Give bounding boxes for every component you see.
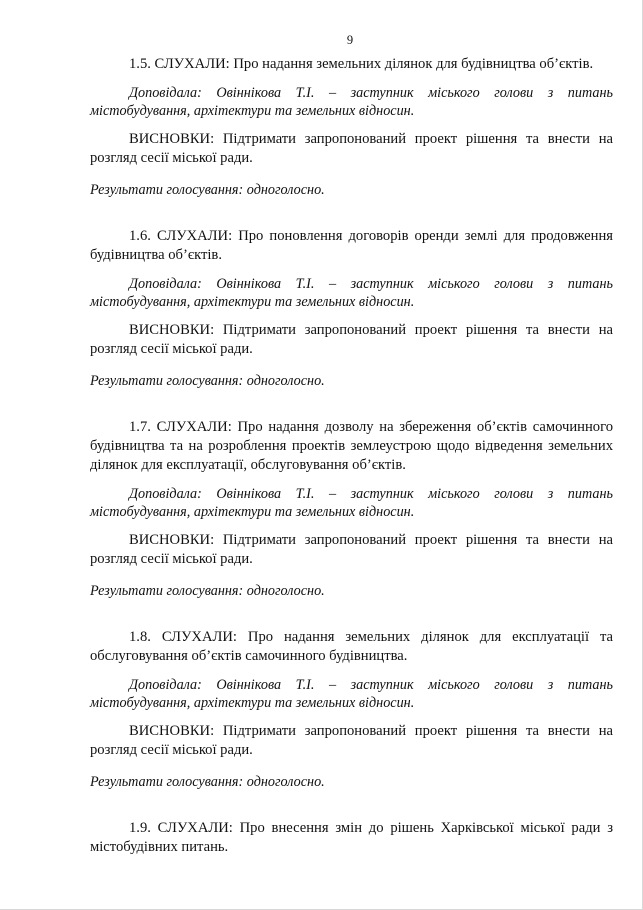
agenda-item-1-9: [90, 819, 613, 857]
heard-text: 1.9. СЛУХАЛИ: Про внесення змін до рішень Харківської міської ради з містобудівних питань.: [90, 820, 613, 855]
conclusion-text: ВИСНОВКИ: Підтримати запропонований проект рішення та внести на розгляд сесії міської ради.: [90, 131, 613, 166]
voting-result: Результати голосування: одноголосно.: [90, 182, 325, 198]
minutes-content: [90, 55, 613, 857]
speaker-text: Доповідала: Овіннікова Т.І. – заступник міського голови з питань містобудування, архітектури та земельних відносин.: [90, 486, 613, 520]
conclusion-text: ВИСНОВКИ: Підтримати запропонований проект рішення та внести на розгляд сесії міської ради.: [90, 322, 613, 357]
speaker-text: Доповідала: Овіннікова Т.І. – заступник міського голови з питань містобудування, архітектури та земельних відносин.: [90, 677, 613, 711]
agenda-item-1-8: [90, 628, 613, 792]
speaker-text: Доповідала: Овіннікова Т.І. – заступник міського голови з питань містобудування, архітектури та земельних відносин.: [90, 276, 613, 310]
voting-result: Результати голосування: одноголосно.: [90, 774, 325, 790]
voting-result: Результати голосування: одноголосно.: [90, 583, 325, 599]
conclusion-text: ВИСНОВКИ: Підтримати запропонований проект рішення та внести на розгляд сесії міської ради.: [90, 723, 613, 758]
speaker-text: Доповідала: Овіннікова Т.І. – заступник міського голови з питань містобудування, архітектури та земельних відносин.: [90, 85, 613, 119]
agenda-item-1-7: [90, 418, 613, 601]
heard-text: 1.6. СЛУХАЛИ: Про поновлення договорів оренди землі для продовження будівництва об’єктів.: [90, 228, 613, 263]
heard-text: 1.8. СЛУХАЛИ: Про надання земельних ділянок для експлуатації та обслуговування об’єктів самочинного будівництва.: [90, 629, 613, 664]
agenda-item-1-6: [90, 227, 613, 391]
agenda-item-1-5: [90, 55, 613, 200]
conclusion-text: ВИСНОВКИ: Підтримати запропонований проект рішення та внести на розгляд сесії міської ради.: [90, 532, 613, 567]
heard-text: 1.7. СЛУХАЛИ: Про надання дозволу на збереження об’єктів самочинного будівництва та на розроблення проектів землеустрою щодо відведення земельних ділянок для експлуатації, обслуговування об’єктів.: [90, 419, 613, 473]
page-number: 9: [346, 33, 354, 47]
heard-text: 1.5. СЛУХАЛИ: Про надання земельних ділянок для будівництва об’єктів.: [129, 56, 594, 72]
voting-result: Результати голосування: одноголосно.: [90, 373, 325, 389]
